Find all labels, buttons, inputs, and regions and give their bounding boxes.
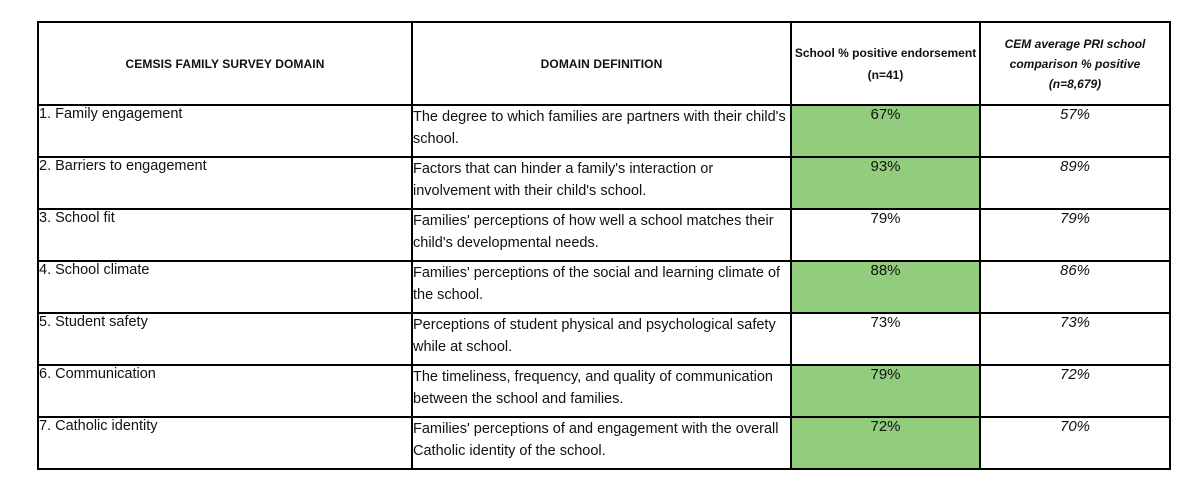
table-row: [38, 105, 1170, 157]
definition-cell: Families' perceptions of the social and learning climate of the school.: [412, 261, 791, 313]
table-row: [38, 261, 1170, 313]
cem-percent-cell: 73%: [980, 313, 1170, 365]
definition-cell: The degree to which families are partners with their child's school.: [412, 105, 791, 157]
definition-cell: The timeliness, frequency, and quality of communication between the school and families.: [412, 365, 791, 417]
school-percent-cell: 72%: [791, 417, 980, 469]
table-row: [38, 209, 1170, 261]
school-percent-cell: 88%: [791, 261, 980, 313]
school-percent-cell: 79%: [791, 209, 980, 261]
cem-percent-cell: 79%: [980, 209, 1170, 261]
domain-cell: 5. Student safety: [38, 313, 412, 365]
definition-cell: Families' perceptions of and engagement with the overall Catholic identity of the school.: [412, 417, 791, 469]
header-school-percent: School % positive endorsement (n=41): [791, 22, 980, 105]
table-row: [38, 417, 1170, 469]
cem-percent-cell: 86%: [980, 261, 1170, 313]
table-row: [38, 365, 1170, 417]
school-percent-cell: 67%: [791, 105, 980, 157]
domain-cell: 3. School fit: [38, 209, 412, 261]
header-domain: CEMSIS FAMILY SURVEY DOMAIN: [38, 22, 412, 105]
school-percent-cell: 79%: [791, 365, 980, 417]
domain-cell: 1. Family engagement: [38, 105, 412, 157]
header-definition: DOMAIN DEFINITION: [412, 22, 791, 105]
table-row: [38, 313, 1170, 365]
survey-domain-table: [37, 21, 1171, 470]
table-row: [38, 157, 1170, 209]
cem-percent-cell: 57%: [980, 105, 1170, 157]
table-header-row: [38, 22, 1170, 105]
definition-cell: Factors that can hinder a family's interaction or involvement with their child's school.: [412, 157, 791, 209]
cem-percent-cell: 89%: [980, 157, 1170, 209]
domain-cell: 2. Barriers to engagement: [38, 157, 412, 209]
domain-cell: 4. School climate: [38, 261, 412, 313]
definition-cell: Perceptions of student physical and psychological safety while at school.: [412, 313, 791, 365]
cem-percent-cell: 72%: [980, 365, 1170, 417]
domain-cell: 7. Catholic identity: [38, 417, 412, 469]
domain-cell: 6. Communication: [38, 365, 412, 417]
school-percent-cell: 73%: [791, 313, 980, 365]
header-cem-average: CEM average PRI school comparison % positive (n=8,679): [980, 22, 1170, 105]
definition-cell: Families' perceptions of how well a school matches their child's developmental needs.: [412, 209, 791, 261]
school-percent-cell: 93%: [791, 157, 980, 209]
cem-percent-cell: 70%: [980, 417, 1170, 469]
